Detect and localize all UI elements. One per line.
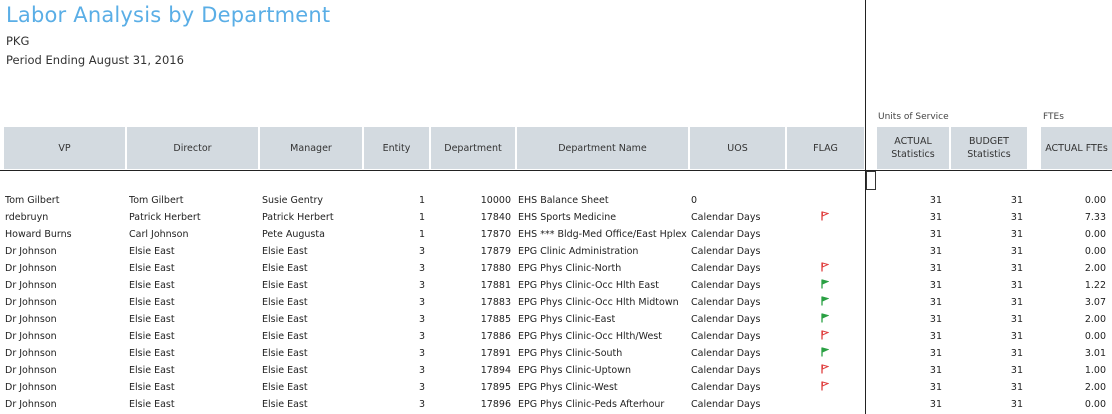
cell-director: Elsie East bbox=[129, 263, 175, 274]
cell-department: 17885 bbox=[480, 314, 511, 325]
cell-manager: Elsie East bbox=[262, 263, 308, 274]
column-header-entity-label: Entity bbox=[382, 142, 411, 154]
cell-director: Elsie East bbox=[129, 297, 175, 308]
cell-uos: Calendar Days bbox=[691, 280, 761, 291]
table-row[interactable] bbox=[0, 362, 1112, 379]
cell-uos: 0 bbox=[691, 195, 698, 206]
cell-actual-ftes: 0.00 bbox=[1084, 195, 1106, 206]
table-row[interactable] bbox=[0, 311, 1112, 328]
cell-actual-statistics: 31 bbox=[929, 331, 942, 342]
cell-uos: Calendar Days bbox=[691, 382, 761, 393]
cell-uos: Calendar Days bbox=[691, 365, 761, 376]
cell-budget-statistics: 31 bbox=[1010, 195, 1023, 206]
column-header-actual-ftes-label: ACTUAL FTEs bbox=[1045, 142, 1108, 154]
cell-budget-statistics: 31 bbox=[1010, 246, 1023, 257]
cell-manager: Elsie East bbox=[262, 382, 308, 393]
report-title: Labor Analysis by Department bbox=[6, 3, 331, 27]
cell-manager: Elsie East bbox=[262, 280, 308, 291]
cell-department-name: EPG Phys Clinic-South bbox=[518, 348, 623, 359]
column-header-department-label: Department bbox=[444, 142, 502, 154]
cell-department-name: EPG Phys Clinic-North bbox=[518, 263, 622, 274]
cell-director: Tom Gilbert bbox=[129, 195, 184, 206]
column-header-manager[interactable] bbox=[260, 127, 362, 169]
report-entity: PKG bbox=[6, 34, 30, 48]
cell-department-name: EPG Phys Clinic-Occ Hlth East bbox=[518, 280, 659, 291]
column-header-flag-label: FLAG bbox=[813, 142, 838, 154]
cell-actual-ftes: 7.33 bbox=[1084, 212, 1106, 223]
cell-budget-statistics: 31 bbox=[1010, 212, 1023, 223]
cell-director: Elsie East bbox=[129, 382, 175, 393]
cell-manager: Pete Augusta bbox=[262, 229, 325, 240]
table-row[interactable] bbox=[0, 277, 1112, 294]
cell-entity: 3 bbox=[418, 382, 425, 393]
cell-budget-statistics: 31 bbox=[1010, 297, 1023, 308]
cell-actual-statistics: 31 bbox=[929, 297, 942, 308]
cell-actual-ftes: 0.00 bbox=[1084, 399, 1106, 410]
cell-director: Elsie East bbox=[129, 314, 175, 325]
cell-actual-ftes: 1.00 bbox=[1084, 365, 1106, 376]
cell-entity: 3 bbox=[418, 280, 425, 291]
cell-actual-statistics: 31 bbox=[929, 365, 942, 376]
table-row[interactable] bbox=[0, 243, 1112, 260]
report-period: Period Ending August 31, 2016 bbox=[6, 53, 184, 67]
cell-actual-statistics: 31 bbox=[929, 212, 942, 223]
cell-actual-ftes: 2.00 bbox=[1084, 382, 1106, 393]
cell-director: Elsie East bbox=[129, 365, 175, 376]
cell-entity: 1 bbox=[418, 195, 425, 206]
cell-manager: Elsie East bbox=[262, 246, 308, 257]
cell-vp: rdebruyn bbox=[5, 212, 49, 223]
cell-vp: Dr Johnson bbox=[5, 382, 57, 393]
cell-actual-ftes: 1.22 bbox=[1084, 280, 1106, 291]
cell-department: 17840 bbox=[480, 212, 511, 223]
cell-actual-ftes: 0.00 bbox=[1084, 229, 1106, 240]
red-flag-icon bbox=[821, 381, 829, 391]
cell-vp: Howard Burns bbox=[5, 229, 72, 240]
cell-entity: 3 bbox=[418, 399, 425, 410]
cell-vp: Dr Johnson bbox=[5, 399, 57, 410]
cell-department: 17879 bbox=[480, 246, 511, 257]
cell-entity: 3 bbox=[418, 314, 425, 325]
red-flag-icon bbox=[821, 262, 829, 272]
cell-entity: 3 bbox=[418, 348, 425, 359]
table-row[interactable] bbox=[0, 396, 1112, 413]
cell-uos: Calendar Days bbox=[691, 314, 761, 325]
cell-vp: Dr Johnson bbox=[5, 348, 57, 359]
cell-uos: Calendar Days bbox=[691, 263, 761, 274]
cell-uos: Calendar Days bbox=[691, 246, 761, 257]
green-flag-icon bbox=[821, 296, 829, 306]
column-header-director[interactable] bbox=[127, 127, 258, 169]
green-flag-icon bbox=[821, 279, 829, 289]
column-header-actual-statistics[interactable] bbox=[877, 127, 949, 169]
table-row[interactable] bbox=[0, 260, 1112, 277]
cell-actual-ftes: 2.00 bbox=[1084, 314, 1106, 325]
cell-budget-statistics: 31 bbox=[1010, 399, 1023, 410]
cell-department-name: EHS Sports Medicine bbox=[518, 212, 617, 223]
cell-department-name: EHS Balance Sheet bbox=[518, 195, 609, 206]
cell-actual-statistics: 31 bbox=[929, 348, 942, 359]
actual-statistics-label-line2: Statistics bbox=[891, 149, 935, 160]
cell-entity: 3 bbox=[418, 263, 425, 274]
cell-department: 10000 bbox=[480, 195, 511, 206]
green-flag-icon bbox=[821, 347, 829, 357]
table-row[interactable] bbox=[0, 192, 1112, 209]
cell-uos: Calendar Days bbox=[691, 399, 761, 410]
cell-entity: 3 bbox=[418, 365, 425, 376]
table-row[interactable] bbox=[0, 379, 1112, 396]
cell-department-name: EHS *** Bldg-Med Office/East Hplex bbox=[518, 229, 687, 240]
column-header-flag[interactable] bbox=[787, 127, 864, 169]
cell-department: 17896 bbox=[480, 399, 511, 410]
red-flag-icon bbox=[821, 211, 829, 221]
green-flag-icon bbox=[821, 313, 829, 323]
cell-vp: Dr Johnson bbox=[5, 331, 57, 342]
table-row[interactable] bbox=[0, 209, 1112, 226]
cell-department: 17883 bbox=[480, 297, 511, 308]
cell-entity: 3 bbox=[418, 246, 425, 257]
cell-actual-ftes: 2.00 bbox=[1084, 263, 1106, 274]
column-header-uos-label: UOS bbox=[727, 142, 748, 154]
cell-vp: Tom Gilbert bbox=[5, 195, 60, 206]
cell-entity: 1 bbox=[418, 212, 425, 223]
column-header-budget-statistics[interactable] bbox=[951, 127, 1027, 169]
cell-budget-statistics: 31 bbox=[1010, 314, 1023, 325]
table-row[interactable] bbox=[0, 226, 1112, 243]
cell-department: 17880 bbox=[480, 263, 511, 274]
cell-department: 17870 bbox=[480, 229, 511, 240]
cell-manager: Elsie East bbox=[262, 297, 308, 308]
budget-statistics-label-line2: Statistics bbox=[967, 149, 1011, 160]
cell-manager: Elsie East bbox=[262, 399, 308, 410]
cell-actual-statistics: 31 bbox=[929, 246, 942, 257]
column-header-department-name-label: Department Name bbox=[558, 142, 647, 154]
cell-department: 17894 bbox=[480, 365, 511, 376]
cell-budget-statistics: 31 bbox=[1010, 263, 1023, 274]
column-header-uos[interactable] bbox=[690, 127, 785, 169]
budget-statistics-label-line1: BUDGET bbox=[969, 136, 1009, 147]
cell-manager: Elsie East bbox=[262, 331, 308, 342]
column-header-actual-ftes[interactable] bbox=[1041, 127, 1112, 169]
cell-manager: Elsie East bbox=[262, 365, 308, 376]
cell-director: Patrick Herbert bbox=[129, 212, 201, 223]
column-header-vp[interactable] bbox=[4, 127, 125, 169]
cell-budget-statistics: 31 bbox=[1010, 382, 1023, 393]
cell-entity: 3 bbox=[418, 331, 425, 342]
cell-vp: Dr Johnson bbox=[5, 246, 57, 257]
column-header-entity[interactable] bbox=[364, 127, 429, 169]
cell-department: 17891 bbox=[480, 348, 511, 359]
cell-actual-statistics: 31 bbox=[929, 399, 942, 410]
cell-department: 17895 bbox=[480, 382, 511, 393]
cell-entity: 1 bbox=[418, 229, 425, 240]
units-of-service-group-label: Units of Service bbox=[878, 112, 949, 122]
cell-budget-statistics: 31 bbox=[1010, 348, 1023, 359]
cell-director: Elsie East bbox=[129, 348, 175, 359]
cell-manager: Patrick Herbert bbox=[262, 212, 334, 223]
table-row[interactable] bbox=[0, 345, 1112, 362]
cell-department: 17881 bbox=[480, 280, 511, 291]
cell-uos: Calendar Days bbox=[691, 348, 761, 359]
cell-department-name: EPG Phys Clinic-Uptown bbox=[518, 365, 631, 376]
cell-actual-statistics: 31 bbox=[929, 229, 942, 240]
cell-budget-statistics: 31 bbox=[1010, 280, 1023, 291]
cell-manager: Elsie East bbox=[262, 348, 308, 359]
cell-department-name: EPG Phys Clinic-Occ Hlth Midtown bbox=[518, 297, 679, 308]
cell-director: Elsie East bbox=[129, 331, 175, 342]
cell-vp: Dr Johnson bbox=[5, 297, 57, 308]
cell-actual-statistics: 31 bbox=[929, 314, 942, 325]
column-header-vp-label: VP bbox=[58, 142, 71, 154]
column-header-director-label: Director bbox=[173, 142, 212, 154]
cell-actual-statistics: 31 bbox=[929, 263, 942, 274]
cell-actual-statistics: 31 bbox=[929, 195, 942, 206]
cell-actual-ftes: 0.00 bbox=[1084, 331, 1106, 342]
cell-department: 17886 bbox=[480, 331, 511, 342]
cell-actual-ftes: 3.01 bbox=[1084, 348, 1106, 359]
cell-budget-statistics: 31 bbox=[1010, 331, 1023, 342]
column-header-department[interactable] bbox=[431, 127, 515, 169]
red-flag-icon bbox=[821, 330, 829, 340]
cell-actual-statistics: 31 bbox=[929, 382, 942, 393]
column-header-department-name[interactable] bbox=[517, 127, 688, 169]
table-row[interactable] bbox=[0, 294, 1112, 311]
cell-vp: Dr Johnson bbox=[5, 314, 57, 325]
cell-vp: Dr Johnson bbox=[5, 280, 57, 291]
cell-vp: Dr Johnson bbox=[5, 365, 57, 376]
cell-budget-statistics: 31 bbox=[1010, 365, 1023, 376]
header-divider-horizontal bbox=[0, 170, 1112, 171]
table-row[interactable] bbox=[0, 328, 1112, 345]
cell-department-name: EPG Phys Clinic-East bbox=[518, 314, 616, 325]
cell-manager: Susie Gentry bbox=[262, 195, 323, 206]
cell-actual-statistics: 31 bbox=[929, 280, 942, 291]
cell-uos: Calendar Days bbox=[691, 331, 761, 342]
cell-uos: Calendar Days bbox=[691, 212, 761, 223]
actual-statistics-label-line1: ACTUAL bbox=[894, 136, 932, 147]
cell-manager: Elsie East bbox=[262, 314, 308, 325]
cell-uos: Calendar Days bbox=[691, 297, 761, 308]
cell-entity: 3 bbox=[418, 297, 425, 308]
cell-actual-ftes: 0.00 bbox=[1084, 246, 1106, 257]
cell-department-name: EPG Phys Clinic-West bbox=[518, 382, 618, 393]
cell-director: Carl Johnson bbox=[129, 229, 189, 240]
red-flag-icon bbox=[821, 364, 829, 374]
cell-department-name: EPG Clinic Administration bbox=[518, 246, 639, 257]
cell-vp: Dr Johnson bbox=[5, 263, 57, 274]
column-header-manager-label: Manager bbox=[290, 142, 332, 154]
cell-selection-cursor[interactable] bbox=[866, 171, 876, 190]
cell-actual-ftes: 3.07 bbox=[1084, 297, 1106, 308]
cell-director: Elsie East bbox=[129, 399, 175, 410]
cell-department-name: EPG Phys Clinic-Occ Hlth/West bbox=[518, 331, 662, 342]
cell-budget-statistics: 31 bbox=[1010, 229, 1023, 240]
cell-uos: Calendar Days bbox=[691, 229, 761, 240]
cell-director: Elsie East bbox=[129, 280, 175, 291]
cell-director: Elsie East bbox=[129, 246, 175, 257]
cell-department-name: EPG Phys Clinic-Peds Afterhour bbox=[518, 399, 665, 410]
ftes-group-label: FTEs bbox=[1043, 112, 1064, 122]
